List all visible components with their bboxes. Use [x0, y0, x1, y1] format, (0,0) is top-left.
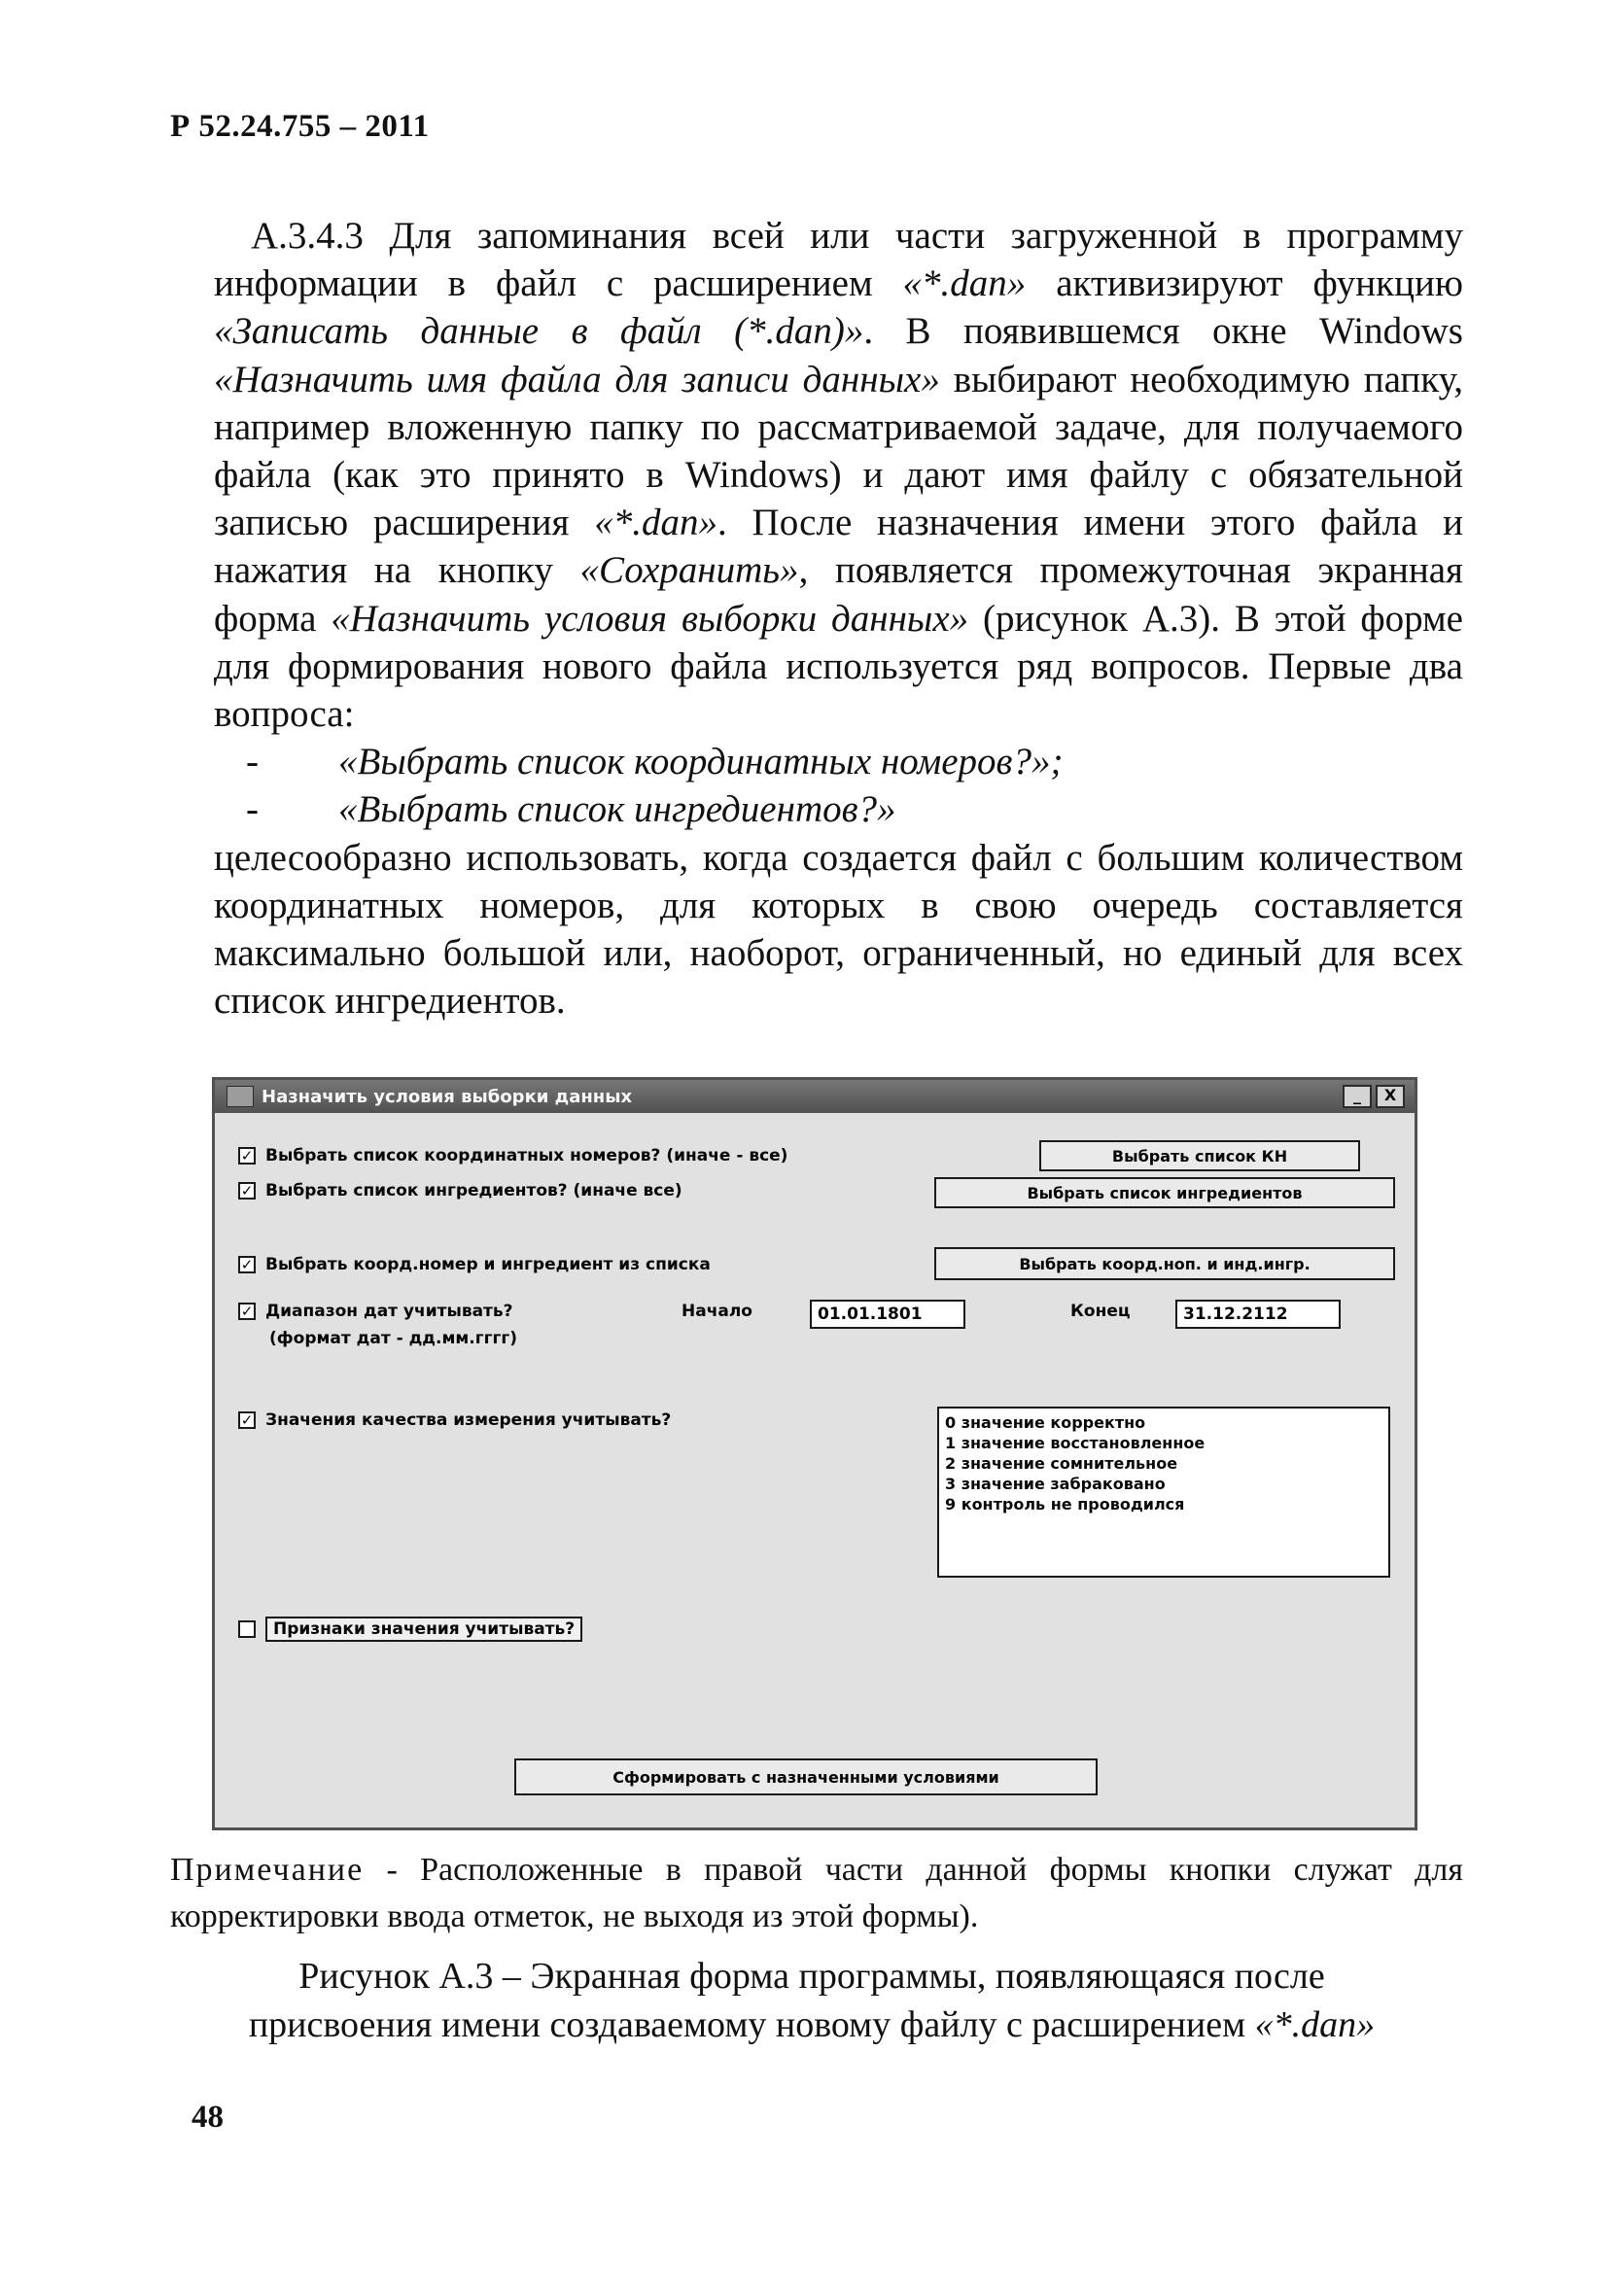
text-span: . В появившемся окне Windows [863, 310, 1463, 353]
list-item[interactable]: 1 значение восстановленное [945, 1434, 1206, 1452]
bullet-dash: - [246, 741, 259, 783]
dialog-titlebar [215, 1080, 1415, 1113]
checkbox-quality[interactable]: ✓ [238, 1411, 256, 1429]
checkbox-row-quality[interactable] [238, 1410, 671, 1430]
checkbox-kn-label: Выбрать список координатных номеров? (иначе - все) [265, 1146, 788, 1165]
page-number: 48 [192, 2100, 224, 2135]
checkbox-signs[interactable] [238, 1620, 256, 1638]
text-span: , появляется промежуточная экранная форма [214, 549, 1463, 640]
bullet-item [214, 738, 1463, 785]
text-span: активизируют функцию [1026, 262, 1463, 305]
body-text [214, 212, 1463, 1025]
italic-ext: «*.dan» [1254, 2004, 1376, 2045]
note-lead: Примечание [170, 1852, 365, 1888]
quality-listbox[interactable] [937, 1407, 1390, 1578]
italic-ext: «*.dan» [594, 502, 718, 544]
italic-func: «Записать данные в файл (*.dan)» [214, 310, 864, 353]
text-span: А.3.4.3 Для запоминания всей или части загруженной в программу информации в файл с расширением [214, 215, 1463, 305]
bullet-item [214, 785, 1463, 833]
figure-caption-line2 [165, 2000, 1458, 2049]
start-date-input[interactable]: 01.01.1801 [810, 1300, 965, 1329]
form-with-conditions-button[interactable]: Сформировать с назначенными условиями [514, 1758, 1098, 1795]
italic-save: «Сохранить» [579, 549, 799, 592]
checkbox-dates[interactable]: ✓ [238, 1303, 256, 1320]
list-item[interactable]: 0 значение корректно [945, 1413, 1146, 1432]
dialog-title: Назначить условия выборки данных [262, 1086, 633, 1107]
checkbox-row-signs[interactable] [238, 1617, 582, 1642]
checkbox-pair[interactable]: ✓ [238, 1256, 256, 1273]
minimize-icon[interactable]: _ [1343, 1085, 1372, 1108]
italic-form: «Назначить условия выборки данных» [331, 597, 969, 640]
figure-caption-line1: Рисунок А.3 – Экранная форма программы, появляющаяся после [298, 1956, 1325, 1997]
paragraph-continuation: целесообразно использовать, когда создается файл с большим количеством координатных номеров, для которых в свою очередь составляется максимально большой или, наоборот, ограниченный, но единый для всех список ингредиентов. [214, 836, 1463, 1023]
checkbox-ingredients[interactable]: ✓ [238, 1182, 256, 1200]
checkbox-pair-label: Выбрать коорд.номер и ингредиент из списка [265, 1255, 711, 1274]
checkbox-kn[interactable]: ✓ [238, 1147, 256, 1165]
checkbox-row-ingredients[interactable] [238, 1181, 682, 1200]
bullet-text: «Выбрать список ингредиентов?» [338, 788, 896, 831]
note-text: - Расположенные в правой части данной формы кнопки служат для корректировки ввода отметок, не выходя из этой формы). [170, 1852, 1463, 1934]
bullet-text: «Выбрать список координатных номеров?»; [338, 741, 1064, 783]
selection-dialog [212, 1077, 1417, 1830]
text-span: присвоения имени создаваемому новому файлу с расширением [248, 2004, 1255, 2045]
text-span: . После назначения имени этого файла и нажатия на кнопку [214, 502, 1463, 592]
checkbox-signs-label: Признаки значения учитывать? [265, 1617, 582, 1642]
checkbox-ingredients-label: Выбрать список ингредиентов? (иначе все) [265, 1181, 682, 1200]
paragraph-a343 [214, 212, 1463, 738]
text-span: (рисунок А.3). В этой форме для формирования нового файла используется ряд вопросов. Первые два вопроса: [214, 597, 1463, 736]
checkbox-quality-label: Значения качества измерения учитывать? [265, 1410, 672, 1430]
select-kn-button[interactable]: Выбрать список КН [1039, 1140, 1360, 1171]
close-icon[interactable]: X [1376, 1085, 1405, 1108]
figure-note [170, 1847, 1463, 1940]
start-date-label: Начало [682, 1302, 752, 1321]
text-span: выбирают необходимую папку, например вложенную папку по рассматриваемой задаче, для получаемого файла (как это принято в Windows) и дают имя файлу с обязательной записью расширения [214, 358, 1463, 544]
figure-caption [165, 1952, 1458, 2049]
checkbox-row-pair[interactable] [238, 1255, 711, 1274]
window-icon [227, 1086, 254, 1107]
list-item[interactable]: 2 значение сомнительное [945, 1454, 1178, 1473]
list-item[interactable]: 3 значение забраковано [945, 1475, 1166, 1493]
select-pair-button[interactable]: Выбрать коорд.ноп. и инд.ингр. [934, 1247, 1395, 1280]
checkbox-dates-label: Диапазон дат учитывать? [265, 1302, 513, 1321]
dates-format-hint: (формат дат - дд.мм.гггг) [269, 1329, 518, 1348]
italic-window: «Назначить имя файла для записи данных» [214, 358, 940, 400]
checkbox-row-dates[interactable] [238, 1302, 513, 1321]
list-item[interactable]: 9 контроль не проводился [945, 1495, 1185, 1513]
document-number: Р 52.24.755 – 2011 [170, 109, 430, 144]
bullet-dash: - [246, 788, 259, 831]
italic-ext: «*.dan» [902, 262, 1027, 305]
select-ingredients-button[interactable]: Выбрать список ингредиентов [934, 1177, 1395, 1208]
end-date-label: Конец [1070, 1302, 1131, 1321]
checkbox-row-kn[interactable] [238, 1146, 787, 1165]
window-controls [1343, 1085, 1405, 1108]
end-date-input[interactable]: 31.12.2112 [1175, 1300, 1341, 1329]
